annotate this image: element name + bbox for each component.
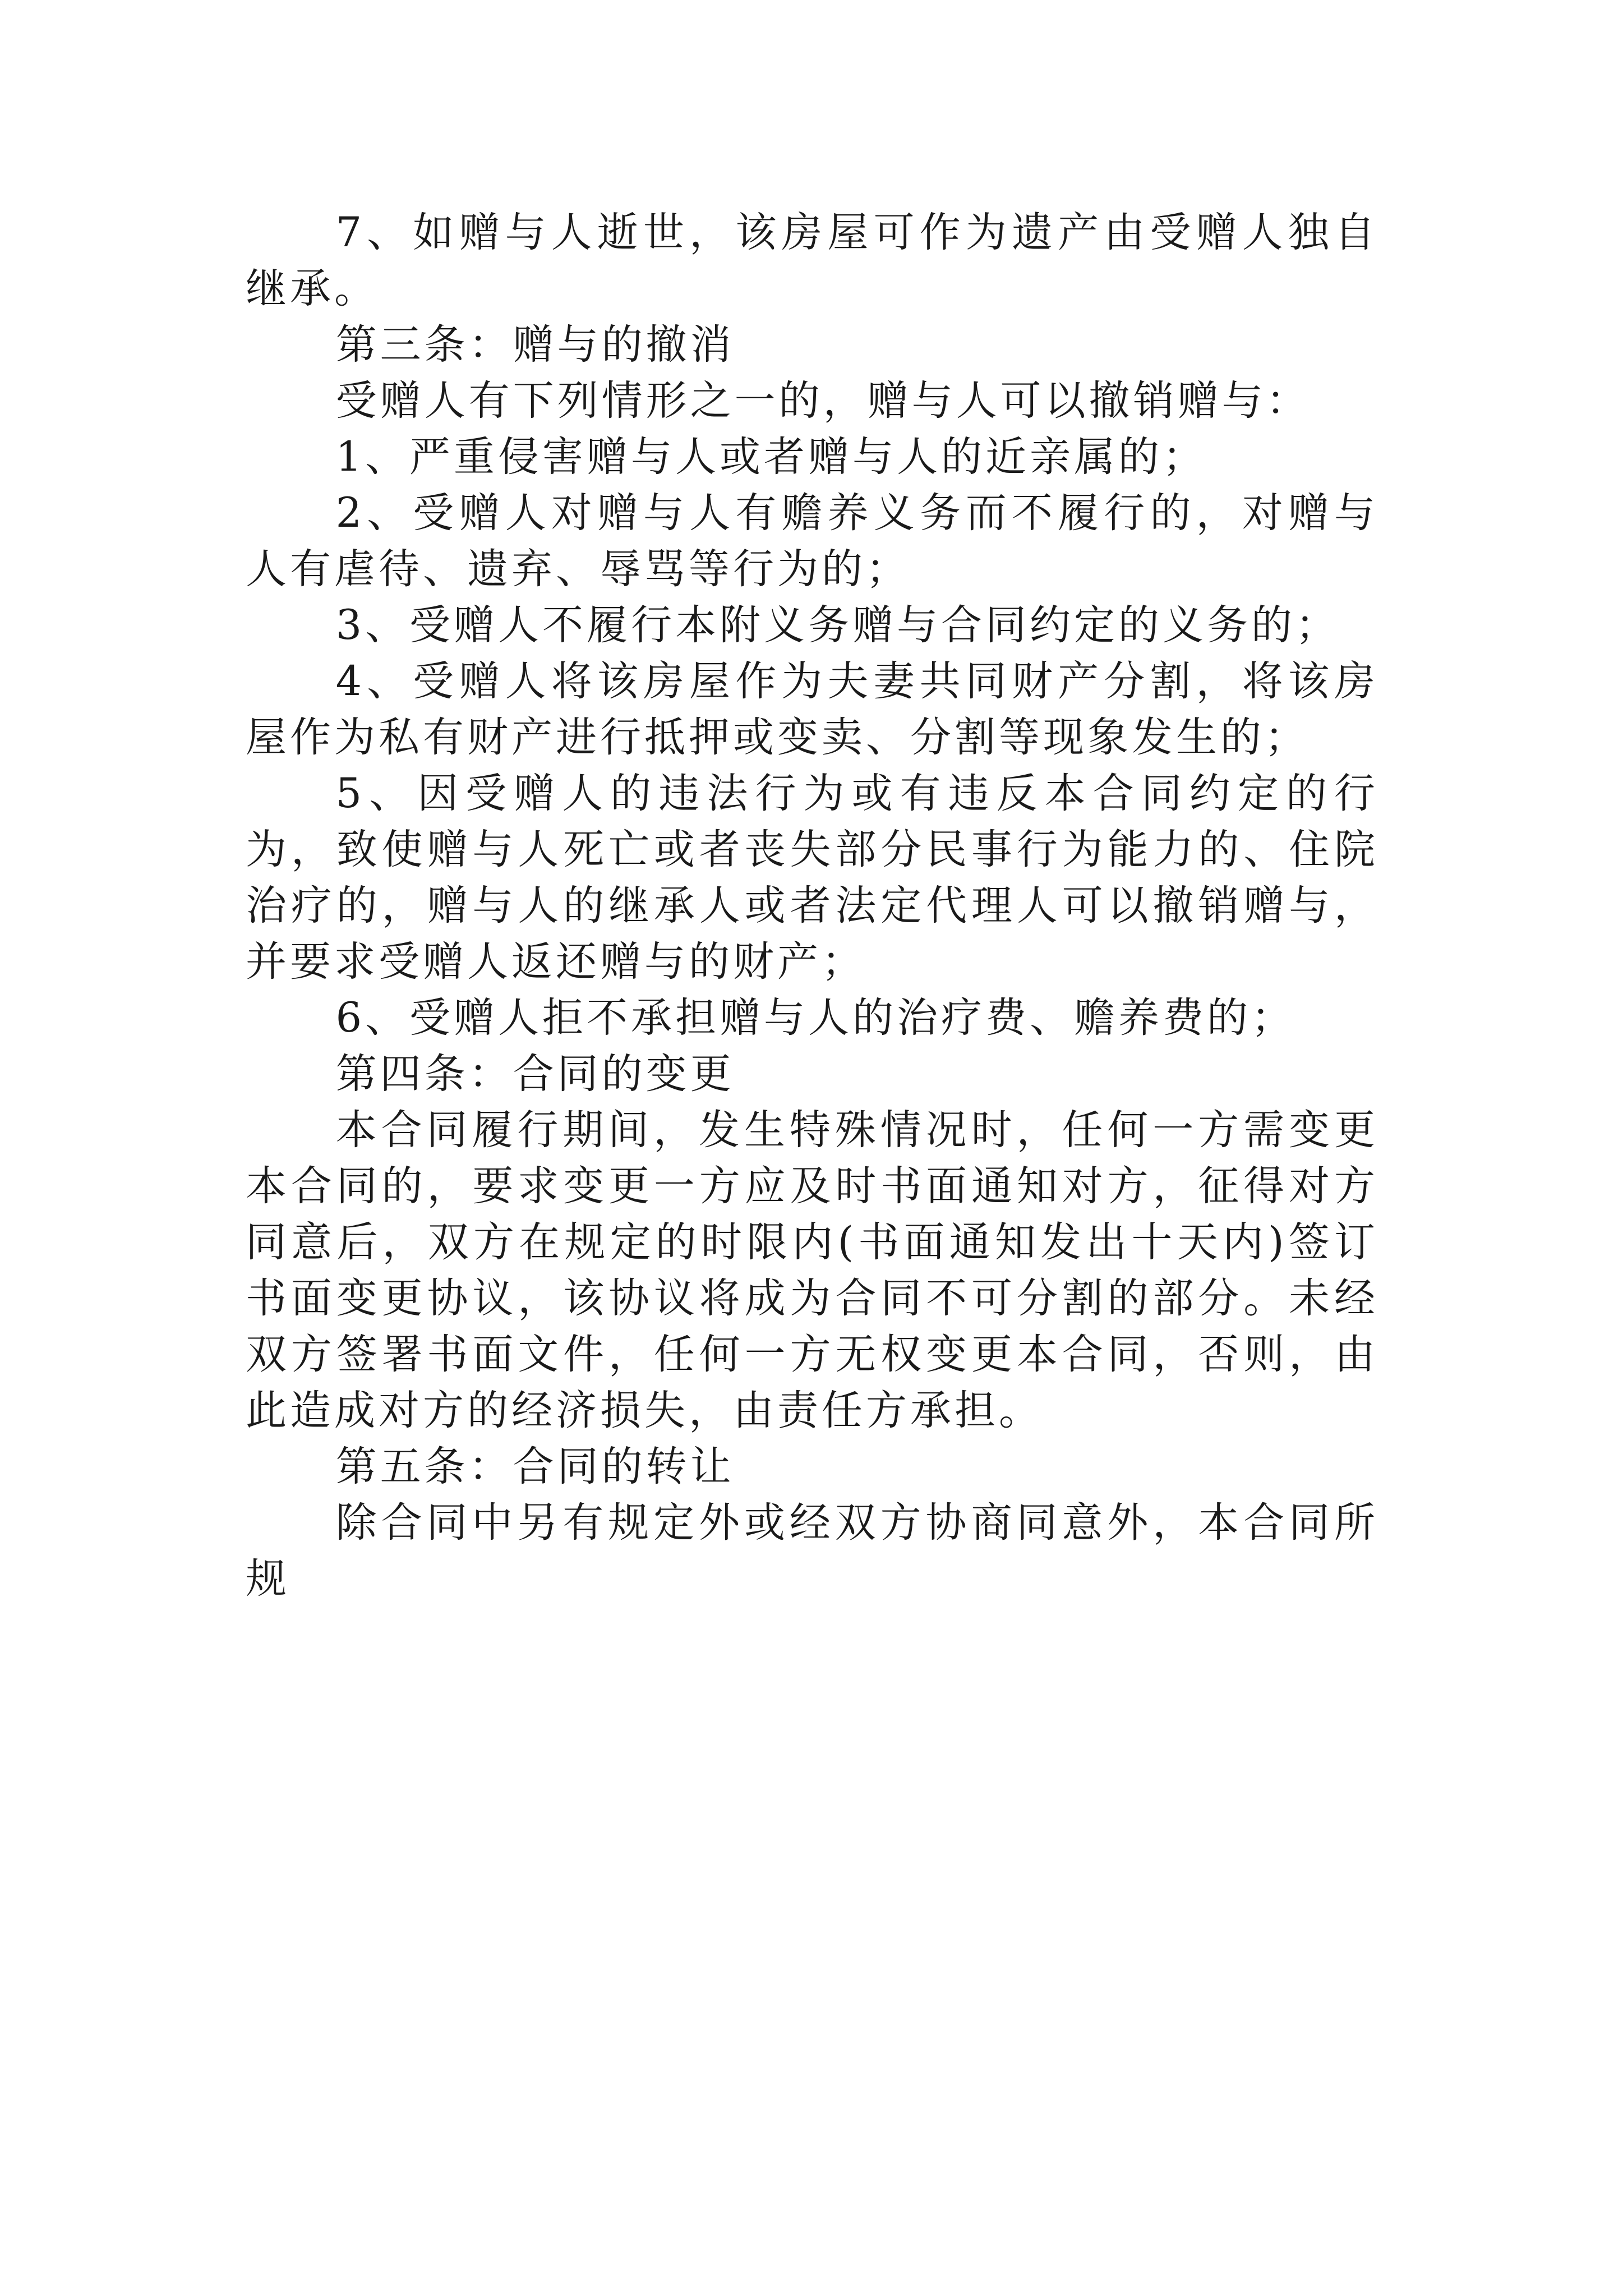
paragraph-revocation-1: 1、严重侵害赠与人或者赠与人的近亲属的；: [335, 433, 1207, 481]
paragraph-revocation-2: 2、受赠人对赠与人有赡养义务而不履行的，对赠与人有虐待、遗弃、辱骂等行为的；: [246, 489, 1378, 593]
paragraph-clause-7: 7、如赠与人逝世，该房屋可作为遗产由受赠人独自继承。: [246, 209, 1378, 312]
heading-article-3: 第三条：赠与的撤消: [335, 321, 735, 369]
paragraph-revocation-4: 4、受赠人将该房屋作为夫妻共同财产分割，将该房屋作为私有财产进行抵押或变卖、分割等现象发生的；: [246, 657, 1378, 761]
paragraph-revocation-6: 6、受赠人拒不承担赠与人的治疗费、赡养费的；: [335, 994, 1296, 1042]
paragraph-contract-change: 本合同履行期间，发生特殊情况时，任何一方需变更本合同的，要求变更一方应及时书面通知对方，征得对方同意后，双方在规定的时限内(书面通知发出十天内)签订书面变更协议，该协议将成为合同不可分割的部分。未经双方签署书面文件，任何一方无权变更本合同，否则，由此造成对方的经济损失，由责任方承担。: [246, 1106, 1378, 1434]
paragraph-revocation-3: 3、受赠人不履行本附义务赠与合同约定的义务的；: [335, 601, 1340, 649]
document-body: [246, 205, 1378, 1607]
paragraph-contract-transfer: 除合同中另有规定外或经双方协商同意外，本合同所规: [246, 1499, 1378, 1603]
heading-article-5: 第五条：合同的转让: [335, 1443, 735, 1490]
paragraph-revocation-intro: 受赠人有下列情形之一的，赠与人可以撤销赠与：: [335, 377, 1311, 425]
heading-article-4: 第四条：合同的变更: [335, 1050, 735, 1098]
paragraph-revocation-5: 5、因受赠人的违法行为或有违反本合同约定的行为，致使赠与人死亡或者丧失部分民事行为能力的、住院治疗的，赠与人的继承人或者法定代理人可以撤销赠与，并要求受赠人返还赠与的财产；: [246, 770, 1378, 986]
